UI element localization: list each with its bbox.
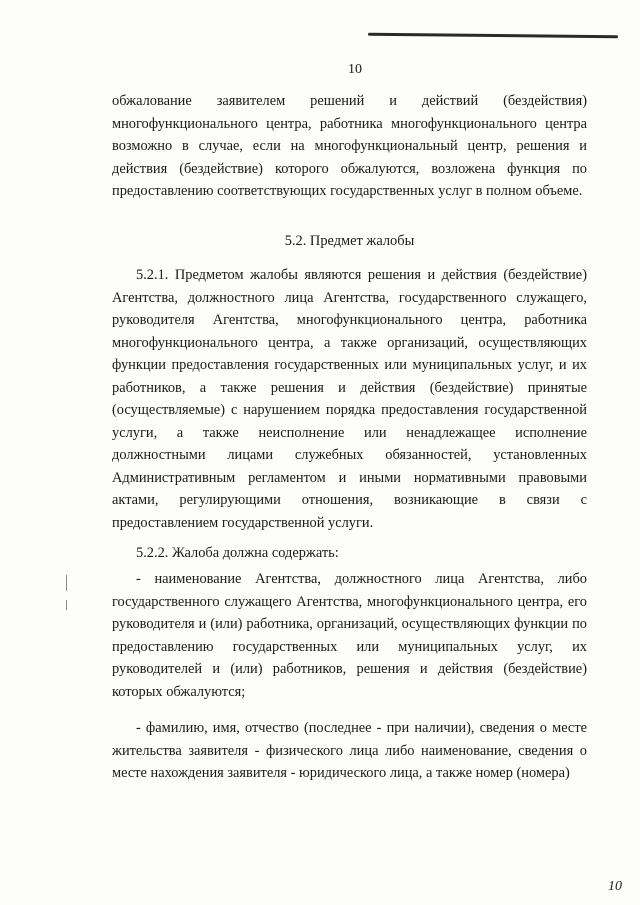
section-heading: 5.2. Предмет жалобы bbox=[284, 233, 415, 249]
list-item-1 bbox=[112, 568, 587, 703]
list-item-2 bbox=[112, 717, 587, 785]
scan-margin-mark bbox=[66, 575, 67, 591]
intro-paragraph bbox=[112, 90, 587, 203]
paragraph-5-2-2-text: 5.2.2. Жалоба должна содержать: bbox=[136, 545, 339, 561]
corner-page-number: 10 bbox=[608, 879, 622, 894]
list-item-2-text: - фамилию, имя, отчество (последнее - при наличии), сведения о месте жительства заявителя - физического лица либо наименование, сведения о месте нахождения заявителя - юридического лица, а также номер (номера) bbox=[112, 720, 587, 781]
list-item-1-text: - наименование Агентства, должностного лица Агентства, либо государственного служащего Агентства, многофункционального центра, его руководителя и (или) работника, организаций, осуществляющих функции по предоставлению государственных или муниципальных услуг, их руководителей и (или) работников, решения и действия (бездействие) которых обжалуются; bbox=[112, 571, 587, 700]
page-number: 10 bbox=[348, 62, 362, 77]
scan-top-rule bbox=[368, 33, 618, 39]
paragraph-5-2-1 bbox=[112, 264, 587, 534]
paragraph-5-2-2 bbox=[112, 542, 587, 565]
scan-margin-mark bbox=[66, 600, 67, 610]
intro-paragraph-text: обжалование заявителем решений и действий (бездействия) многофункционального центра, работника многофункционального центра возможно в случае, если на многофункциональный центр, решения и действия (бездействие) которого обжалуются, возложена функция по предоставлению соответствующих государственных услуг в полном объеме. bbox=[112, 93, 587, 199]
paragraph-5-2-1-text: 5.2.1. Предметом жалобы являются решения и действия (бездействие) Агентства, должностного лица Агентства, государственного служащего, руководителя Агентства, многофункционального центра, работника многофункционального центра, а также организаций, осуществляющих функции предоставления государственных или муниципальных услуг, и их работников, а также решения и действия (бездействие) принятые (осуществляемые) с нарушением порядка предоставления государственной услуги, а также неисполнение или ненадлежащее исполнение должностными лицами служебных обязанностей, установленных Административным регламентом и иными нормативными правовыми актами, регулирующими отношения, возникающие в связи с предоставлением государственной услуги. bbox=[112, 267, 587, 531]
